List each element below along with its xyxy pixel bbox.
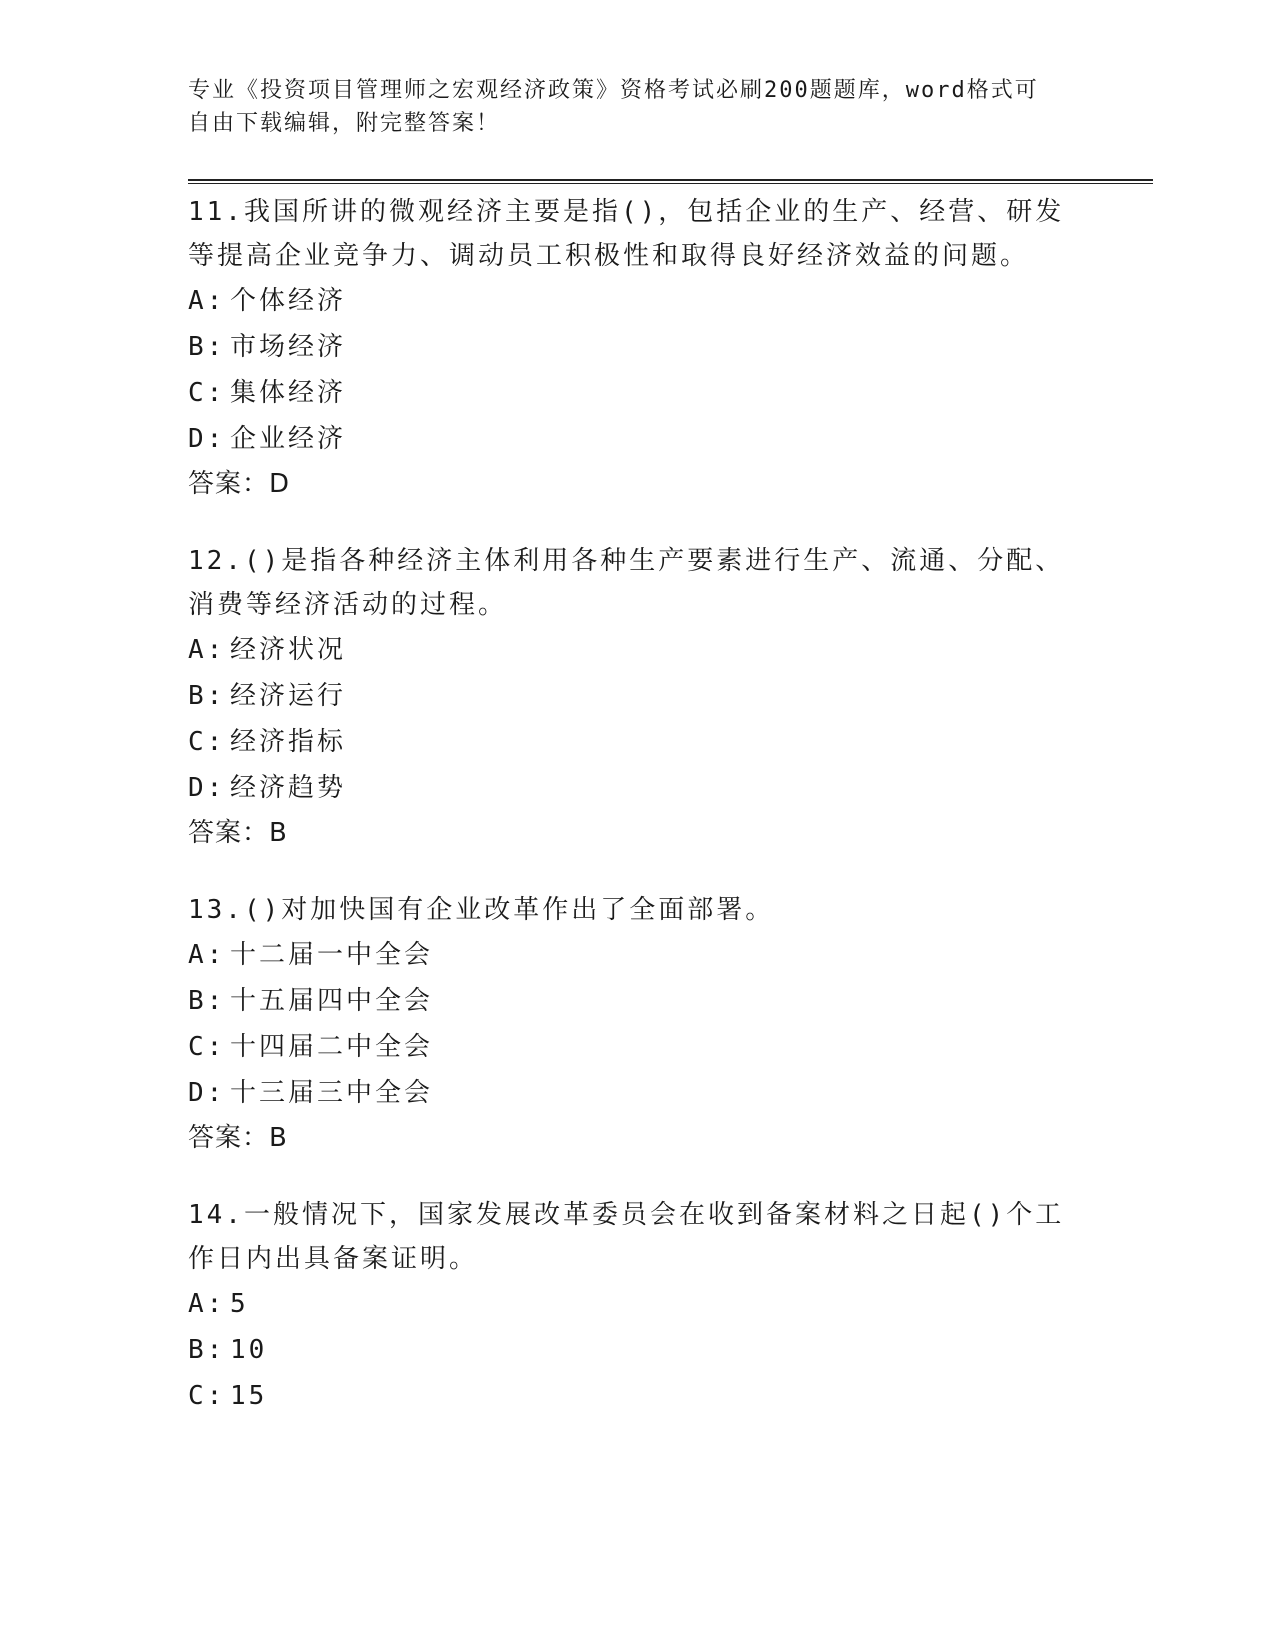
option-text: 十四届二中全会 [230, 1032, 434, 1062]
document-header [188, 74, 1088, 140]
option-text: 个体经济 [230, 286, 347, 316]
option-text: 市场经济 [230, 332, 347, 362]
header-divider [188, 179, 1153, 184]
option-d [188, 765, 1088, 811]
option-text: 经济状况 [230, 635, 347, 665]
option-c [188, 370, 1088, 416]
question-13 [188, 888, 1088, 1160]
option-letter: C: [188, 1381, 226, 1411]
option-c [188, 719, 1088, 765]
option-letter: B: [188, 1335, 226, 1365]
option-letter: A: [188, 1289, 226, 1319]
question-list [188, 190, 1088, 1452]
answer-label: 答案：B [188, 818, 288, 848]
option-text: 十二届一中全会 [230, 940, 434, 970]
option-letter: A: [188, 940, 226, 970]
option-b [188, 324, 1088, 370]
option-a [188, 1281, 1088, 1327]
option-text: 集体经济 [230, 378, 347, 408]
question-stem: 14.一般情况下，国家发展改革委员会在收到备案材料之日起()个工作日内出具备案证明。 [188, 1200, 1065, 1274]
answer-label: 答案：D [188, 469, 291, 499]
question-14 [188, 1193, 1088, 1419]
option-text: 十三届三中全会 [230, 1078, 434, 1108]
option-text: 经济指标 [230, 727, 347, 757]
option-letter: C: [188, 378, 226, 408]
option-c [188, 1024, 1088, 1070]
option-letter: D: [188, 424, 226, 454]
option-letter: C: [188, 727, 226, 757]
option-text: 企业经济 [230, 424, 347, 454]
option-a [188, 932, 1088, 978]
option-letter: C: [188, 1032, 226, 1062]
option-letter: D: [188, 773, 226, 803]
question-stem: 13.()对加快国有企业改革作出了全面部署。 [188, 895, 775, 925]
header-line-1: 专业《投资项目管理师之宏观经济政策》资格考试必刷200题题库，word格式可 [188, 78, 1039, 103]
option-text: 十五届四中全会 [230, 986, 434, 1016]
option-d [188, 416, 1088, 462]
option-b [188, 978, 1088, 1024]
option-letter: A: [188, 286, 226, 316]
option-a [188, 278, 1088, 324]
question-11 [188, 190, 1088, 506]
option-text: 15 [230, 1381, 268, 1411]
option-text: 10 [230, 1335, 268, 1365]
question-stem: 11.我国所讲的微观经济主要是指()，包括企业的生产、经营、研发等提高企业竞争力、调动员工积极性和取得良好经济效益的问题。 [188, 197, 1065, 271]
option-letter: D: [188, 1078, 226, 1108]
option-letter: B: [188, 681, 226, 711]
option-b [188, 673, 1088, 719]
option-a [188, 627, 1088, 673]
option-letter: B: [188, 332, 226, 362]
option-text: 5 [230, 1289, 249, 1319]
option-letter: B: [188, 986, 226, 1016]
option-text: 经济运行 [230, 681, 347, 711]
option-c [188, 1373, 1088, 1419]
answer-label: 答案：B [188, 1123, 288, 1153]
option-d [188, 1070, 1088, 1116]
question-stem: 12.()是指各种经济主体利用各种生产要素进行生产、流通、分配、消费等经济活动的过程。 [188, 546, 1065, 620]
option-letter: A: [188, 635, 226, 665]
question-12 [188, 539, 1088, 855]
header-line-2: 自由下载编辑，附完整答案！ [188, 111, 501, 136]
option-text: 经济趋势 [230, 773, 347, 803]
option-b [188, 1327, 1088, 1373]
